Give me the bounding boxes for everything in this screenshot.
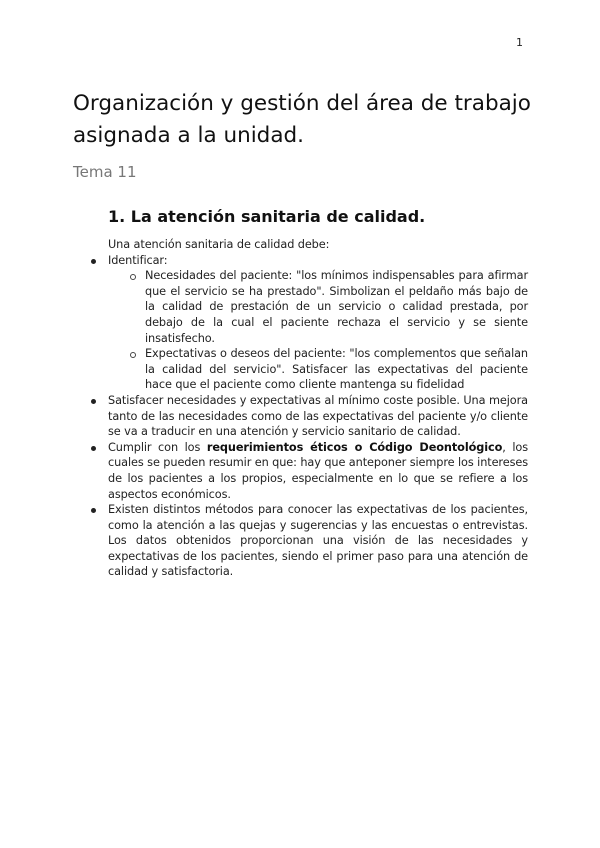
sub-list bbox=[108, 268, 528, 393]
section-body bbox=[90, 237, 528, 580]
text: Cumplir con los bbox=[108, 440, 207, 454]
section-heading: 1. La atención sanitaria de calidad. bbox=[108, 207, 426, 226]
list-item bbox=[90, 440, 528, 502]
page-number: 1 bbox=[516, 36, 523, 49]
list-item: Existen distintos métodos para conocer las expectativas de los pacientes, como la atención a las quejas y sugerencias y las encuestas o entrevistas. Los datos obtenidos proporcionan una visión de las necesidades y expectativas de los pacientes, siendo el primer paso para una atención de calidad y satisfactoria. bbox=[90, 502, 528, 580]
document-subtitle: Tema 11 bbox=[73, 163, 137, 181]
list-item: Satisfacer necesidades y expectativas al mínimo coste posible. Una mejora tanto de las necesidades como de las expectativas del paciente y/o cliente se va a traducir en una atención y servicio sanitario de calidad. bbox=[90, 393, 528, 440]
bullet-list bbox=[90, 253, 528, 580]
text: , los cuales se pueden resumir en que: hay que anteponer siempre los intereses de los pacientes a los propios, especialmente en lo que se refiere a los aspectos económicos. bbox=[108, 440, 528, 501]
document-title: Organización y gestión del área de trabajo asignada a la unidad. bbox=[73, 91, 531, 148]
intro-text: Una atención sanitaria de calidad debe: bbox=[108, 238, 330, 251]
sub-list-item: Expectativas o deseos del paciente: "los complementos que señalan la calidad del servicio". Satisfacer las expectativas del paciente hace que el paciente como cliente mantenga su fidelidad bbox=[90, 346, 528, 393]
sub-list-item: Necesidades del paciente: "los mínimos indispensables para afirmar que el servicio se ha prestado". Simbolizan el peldaño más bajo de la calidad de prestación de un servicio o calidad prestada, por debajo de la cual el paciente rechaza el servicio y se siente insatisfecho. bbox=[90, 268, 528, 346]
bold-text: requerimientos éticos o Código Deontológico bbox=[206, 440, 503, 454]
list-item bbox=[90, 253, 528, 393]
list-item-label: Identificar: bbox=[108, 253, 168, 267]
